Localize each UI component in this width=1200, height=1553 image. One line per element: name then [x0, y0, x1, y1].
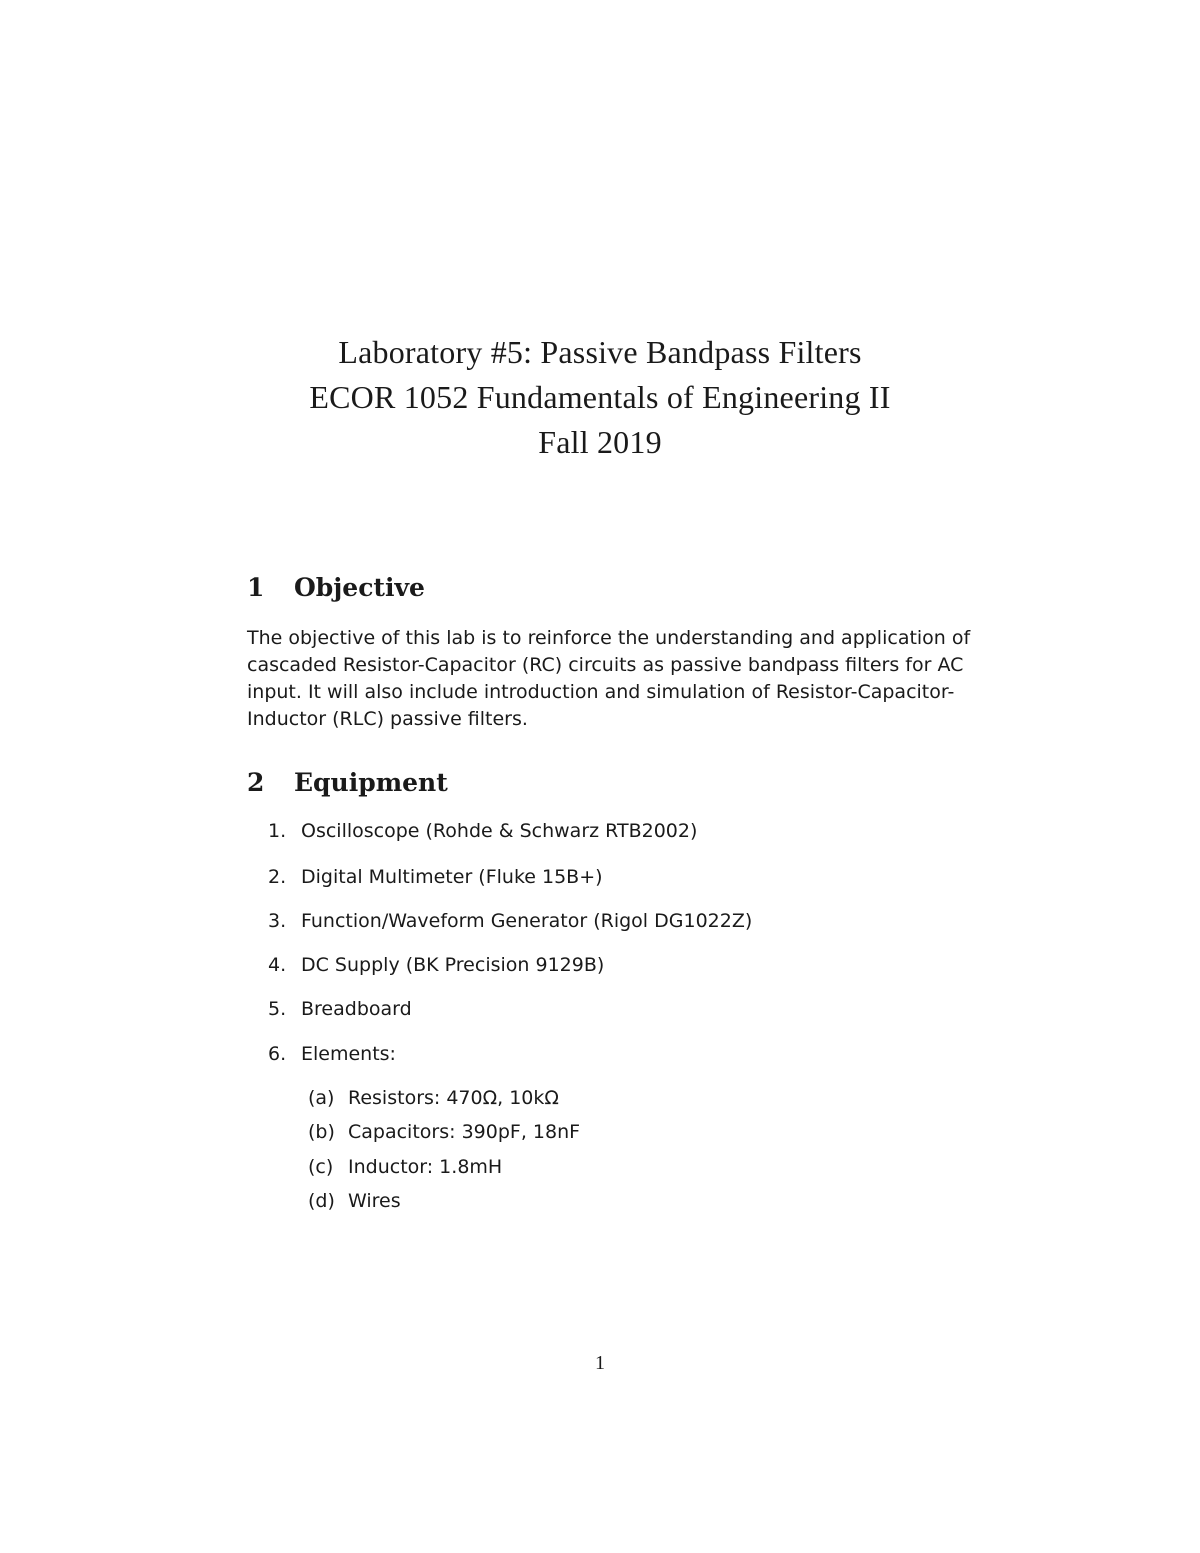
- title-line-2: ECOR 1052 Fundamentals of Engineering II: [309, 379, 891, 415]
- list-marker: 6.: [268, 1043, 287, 1065]
- paragraph-line: The objective of this lab is to reinforce the understanding and application of: [247, 627, 971, 649]
- list-item: [268, 910, 752, 932]
- objective-paragraph: [247, 625, 971, 733]
- list-item: [268, 866, 603, 888]
- sublist-item-text: Wires: [348, 1190, 401, 1212]
- sublist-item-text: Inductor: 1.8mH: [348, 1156, 503, 1178]
- paragraph-line: Inductor (RLC) passive filters.: [247, 708, 528, 730]
- list-item-text: Function/Waveform Generator (Rigol DG1022Z): [301, 910, 753, 932]
- title-line-1: Laboratory #5: Passive Bandpass Filters: [338, 334, 862, 370]
- paragraph-line: cascaded Resistor-Capacitor (RC) circuits as passive bandpass filters for AC: [247, 654, 964, 676]
- section-equipment: [247, 768, 957, 798]
- section-title: Equipment: [294, 768, 448, 797]
- list-item: [268, 820, 697, 842]
- section-title: Objective: [294, 573, 425, 602]
- objective-paragraph-container: [247, 625, 971, 733]
- section-heading-objective: [247, 573, 957, 603]
- title-line-3: Fall 2019: [538, 424, 662, 460]
- sublist-marker: (d): [308, 1190, 335, 1212]
- sublist-item-text: Resistors: 470Ω, 10kΩ: [348, 1087, 559, 1109]
- sublist-marker: (c): [308, 1156, 334, 1178]
- sublist-marker: (b): [308, 1121, 335, 1143]
- section-number: 2: [247, 768, 265, 797]
- section-number: 1: [247, 573, 265, 602]
- list-item: [268, 1043, 396, 1065]
- list-item-text: Oscilloscope (Rohde & Schwarz RTB2002): [301, 820, 698, 842]
- sublist-item: [308, 1087, 559, 1109]
- section-objective: [247, 573, 957, 603]
- sublist-item-text: Capacitors: 390pF, 18nF: [348, 1121, 581, 1143]
- section-heading-equipment: [247, 768, 957, 798]
- list-marker: 1.: [268, 820, 287, 842]
- paragraph-line: input. It will also include introduction and simulation of Resistor-Capacitor-: [247, 681, 955, 703]
- list-marker: 3.: [268, 910, 287, 932]
- list-item-text: Breadboard: [301, 998, 412, 1020]
- list-item-text: DC Supply (BK Precision 9129B): [301, 954, 605, 976]
- sublist-marker: (a): [308, 1087, 335, 1109]
- list-marker: 2.: [268, 866, 287, 888]
- list-item-text: Digital Multimeter (Fluke 15B+): [301, 866, 603, 888]
- list-item: [268, 998, 412, 1020]
- title-block: [0, 330, 1200, 465]
- list-marker: 4.: [268, 954, 287, 976]
- page-number: 1: [595, 1352, 605, 1374]
- list-item-text: Elements:: [301, 1043, 396, 1065]
- sublist-item: [308, 1156, 502, 1178]
- list-item: [268, 954, 604, 976]
- sublist-item: [308, 1190, 401, 1212]
- list-marker: 5.: [268, 998, 287, 1020]
- sublist-item: [308, 1121, 580, 1143]
